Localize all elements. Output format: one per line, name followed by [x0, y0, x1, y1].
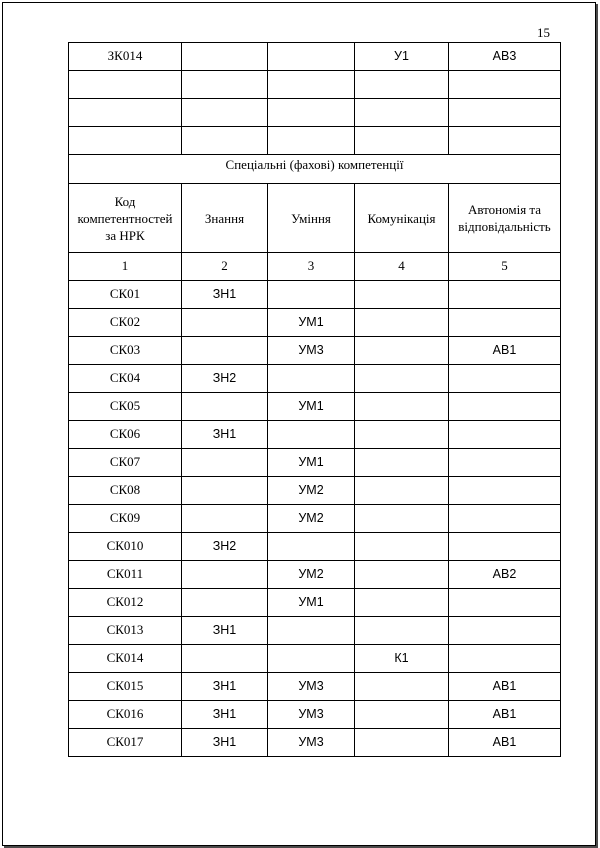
cell-knowledge	[182, 561, 268, 589]
table-row	[69, 449, 561, 477]
cell-skills: УМ3	[268, 673, 355, 701]
top-rows	[69, 43, 561, 155]
cell-skills	[268, 43, 355, 71]
table-row	[69, 729, 561, 757]
competency-rows	[69, 281, 561, 757]
cell-autonomy	[449, 99, 561, 127]
cell-autonomy	[449, 477, 561, 505]
cell-knowledge	[182, 337, 268, 365]
cell-skills	[268, 365, 355, 393]
cell-knowledge	[182, 43, 268, 71]
cell-code: СК013	[69, 617, 182, 645]
cell-code: СК010	[69, 533, 182, 561]
cell-knowledge: ЗН1	[182, 421, 268, 449]
cell-skills: УМ3	[268, 729, 355, 757]
table-row	[69, 393, 561, 421]
cell-autonomy	[449, 309, 561, 337]
table-row	[69, 337, 561, 365]
cell-skills	[268, 617, 355, 645]
table-row	[69, 645, 561, 673]
cell-communication	[355, 309, 449, 337]
cell-communication	[355, 393, 449, 421]
cell-skills	[268, 281, 355, 309]
column-number-row	[69, 253, 561, 281]
table-row	[69, 421, 561, 449]
table-row	[69, 589, 561, 617]
section-row	[69, 155, 561, 184]
cell-knowledge: ЗН1	[182, 617, 268, 645]
cell-knowledge: ЗН1	[182, 281, 268, 309]
cell-knowledge	[182, 393, 268, 421]
cell-knowledge: ЗН2	[182, 365, 268, 393]
cell-code: СК01	[69, 281, 182, 309]
cell-code	[69, 71, 182, 99]
cell-skills	[268, 645, 355, 673]
cell-knowledge: ЗН1	[182, 729, 268, 757]
table-row	[69, 365, 561, 393]
cell-code: СК09	[69, 505, 182, 533]
cell-skills	[268, 421, 355, 449]
competencies-table	[68, 42, 561, 757]
cell-knowledge	[182, 477, 268, 505]
cell-knowledge	[182, 309, 268, 337]
page-number: 15	[537, 25, 550, 40]
cell-autonomy: АВ1	[449, 673, 561, 701]
cell-communication	[355, 281, 449, 309]
table-row	[69, 701, 561, 729]
cell-autonomy	[449, 589, 561, 617]
cell-autonomy	[449, 365, 561, 393]
column-number: 4	[355, 253, 449, 281]
cell-code: СК03	[69, 337, 182, 365]
cell-autonomy	[449, 281, 561, 309]
cell-code: СК015	[69, 673, 182, 701]
cell-knowledge	[182, 645, 268, 673]
cell-communication: У1	[355, 43, 449, 71]
cell-autonomy	[449, 449, 561, 477]
table-row	[69, 43, 561, 71]
cell-communication	[355, 477, 449, 505]
table-row	[69, 505, 561, 533]
cell-autonomy	[449, 645, 561, 673]
cell-skills	[268, 127, 355, 155]
cell-code: СК012	[69, 589, 182, 617]
cell-skills: УМ1	[268, 393, 355, 421]
cell-code: ЗК014	[69, 43, 182, 71]
cell-communication	[355, 701, 449, 729]
cell-code	[69, 127, 182, 155]
table-row	[69, 477, 561, 505]
cell-autonomy	[449, 393, 561, 421]
cell-skills: УМ3	[268, 701, 355, 729]
cell-skills: УМ1	[268, 449, 355, 477]
cell-knowledge: ЗН2	[182, 533, 268, 561]
cell-code	[69, 99, 182, 127]
cell-communication	[355, 533, 449, 561]
cell-code: СК011	[69, 561, 182, 589]
cell-communication	[355, 71, 449, 99]
cell-code: СК016	[69, 701, 182, 729]
cell-communication	[355, 561, 449, 589]
cell-knowledge	[182, 449, 268, 477]
cell-knowledge: ЗН1	[182, 673, 268, 701]
cell-skills	[268, 99, 355, 127]
table-row	[69, 309, 561, 337]
cell-knowledge	[182, 505, 268, 533]
cell-code: СК014	[69, 645, 182, 673]
header-communication: Комунікація	[355, 184, 449, 253]
cell-autonomy: АВ3	[449, 43, 561, 71]
cell-communication	[355, 99, 449, 127]
cell-skills	[268, 71, 355, 99]
cell-communication	[355, 337, 449, 365]
cell-communication	[355, 365, 449, 393]
cell-autonomy: АВ1	[449, 701, 561, 729]
section-title: Спеціальні (фахові) компетенції	[69, 155, 561, 184]
cell-knowledge	[182, 71, 268, 99]
cell-skills: УМ2	[268, 477, 355, 505]
cell-knowledge	[182, 589, 268, 617]
table-row	[69, 127, 561, 155]
cell-communication	[355, 127, 449, 155]
table-row	[69, 673, 561, 701]
cell-autonomy	[449, 127, 561, 155]
header-code: Код компетентностей за НРК	[69, 184, 182, 253]
cell-skills: УМ2	[268, 505, 355, 533]
table-row	[69, 281, 561, 309]
header-row	[69, 184, 561, 253]
cell-code: СК017	[69, 729, 182, 757]
cell-communication	[355, 729, 449, 757]
column-number: 5	[449, 253, 561, 281]
cell-autonomy	[449, 505, 561, 533]
table-row	[69, 533, 561, 561]
column-number: 1	[69, 253, 182, 281]
cell-skills: УМ3	[268, 337, 355, 365]
cell-communication	[355, 449, 449, 477]
cell-code: СК07	[69, 449, 182, 477]
cell-autonomy	[449, 71, 561, 99]
header-knowledge: Знання	[182, 184, 268, 253]
cell-knowledge: ЗН1	[182, 701, 268, 729]
cell-code: СК02	[69, 309, 182, 337]
table-row	[69, 99, 561, 127]
cell-communication: К1	[355, 645, 449, 673]
cell-communication	[355, 673, 449, 701]
cell-autonomy	[449, 421, 561, 449]
table-row	[69, 561, 561, 589]
cell-code: СК04	[69, 365, 182, 393]
cell-autonomy	[449, 617, 561, 645]
column-number: 2	[182, 253, 268, 281]
cell-code: СК08	[69, 477, 182, 505]
cell-knowledge	[182, 99, 268, 127]
cell-autonomy: АВ2	[449, 561, 561, 589]
cell-communication	[355, 617, 449, 645]
cell-communication	[355, 421, 449, 449]
cell-skills: УМ1	[268, 589, 355, 617]
cell-code: СК06	[69, 421, 182, 449]
cell-skills	[268, 533, 355, 561]
header-autonomy: Автономія та відповідальність	[449, 184, 561, 253]
section-block	[69, 155, 561, 281]
cell-communication	[355, 505, 449, 533]
header-skills: Уміння	[268, 184, 355, 253]
table-row	[69, 617, 561, 645]
cell-knowledge	[182, 127, 268, 155]
cell-communication	[355, 589, 449, 617]
cell-code: СК05	[69, 393, 182, 421]
cell-autonomy	[449, 533, 561, 561]
cell-skills: УМ2	[268, 561, 355, 589]
cell-autonomy: АВ1	[449, 729, 561, 757]
document-page	[2, 2, 596, 846]
cell-skills: УМ1	[268, 309, 355, 337]
table-row	[69, 71, 561, 99]
column-number: 3	[268, 253, 355, 281]
cell-autonomy: АВ1	[449, 337, 561, 365]
